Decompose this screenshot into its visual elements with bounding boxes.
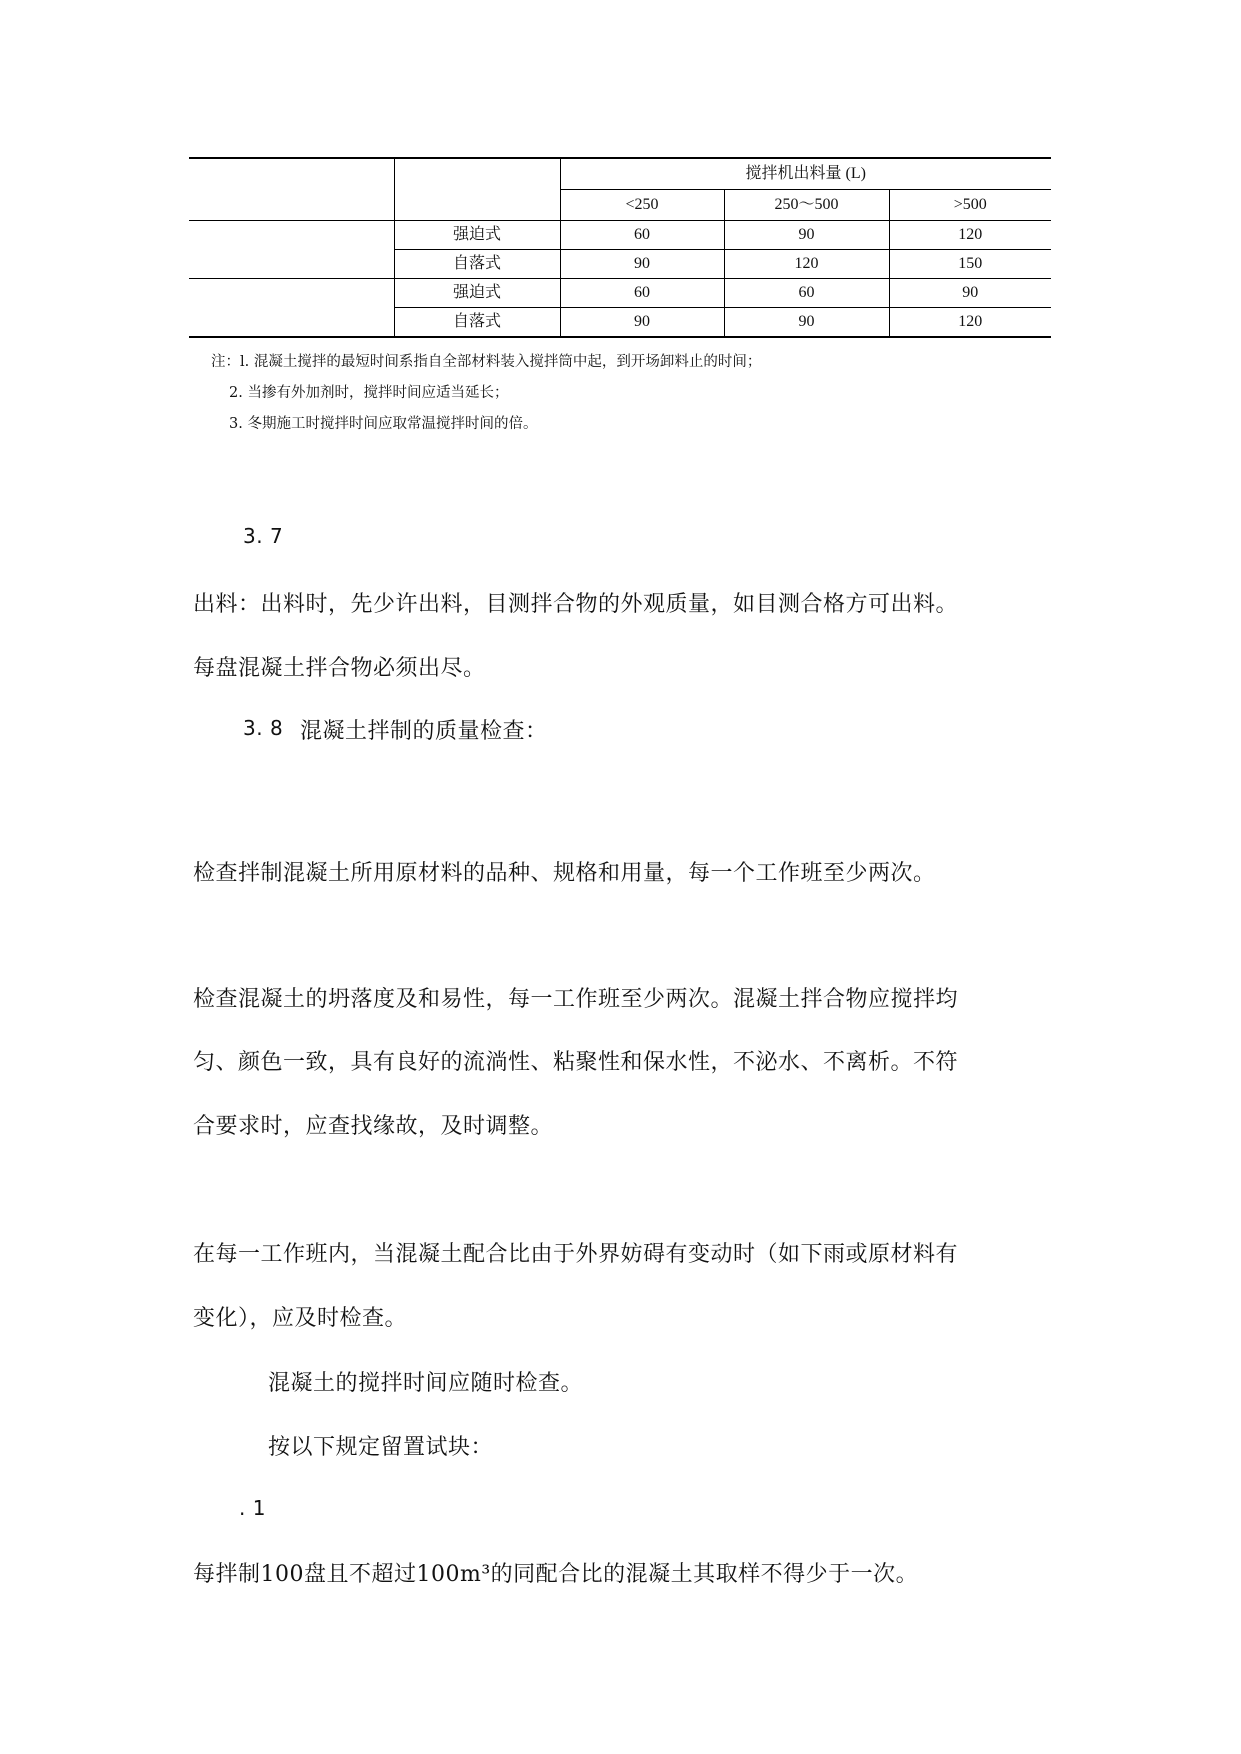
table-cell-type: 自落式 [394, 308, 560, 338]
paragraph-line: 检查混凝土的坍落度及和易性，每一工作班至少两次。混凝土拌合物应搅拌均 [193, 987, 959, 1012]
table-cell-type: 强迫式 [394, 279, 560, 308]
paragraph-line: 每盘混凝土拌合物必须出尽。 [193, 656, 486, 681]
table-header-row [189, 158, 1051, 190]
table-cell: 90 [724, 308, 889, 338]
paragraph-line: 合要求时，应查找缘故，及时调整。 [193, 1114, 554, 1139]
table-cell: 90 [724, 221, 889, 250]
table-note: 2. 当掺有外加剂时，搅拌时间应适当延长； [229, 385, 509, 401]
table-column-header: <250 [560, 190, 724, 221]
table-cell: 120 [889, 308, 1051, 338]
table-cell: 90 [889, 279, 1051, 308]
paragraph-line: 每拌制100盘且不超过100m³的同配合比的混凝土其取样不得少于一次。 [193, 1562, 919, 1587]
table-row [189, 279, 1051, 308]
paragraph-line: 匀、颜色一致，具有良好的流淌性、粘聚性和保水性，不泌水、不离析。不符 [193, 1050, 959, 1075]
table-cell-type: 强迫式 [394, 221, 560, 250]
table-group-cell [189, 221, 394, 279]
paragraph-line: 变化），应及时检查。 [193, 1306, 408, 1331]
item-number: . 1 [239, 1496, 266, 1520]
table-cell: 150 [889, 250, 1051, 279]
paragraph-line: 混凝土的搅拌时间应随时检查。 [268, 1371, 584, 1396]
table-header-empty-cell [189, 158, 394, 221]
table-cell: 90 [560, 250, 724, 279]
paragraph-line: 按以下规定留置试块： [268, 1435, 494, 1460]
table-cell: 90 [560, 308, 724, 338]
table-group-cell [189, 279, 394, 338]
table-header-group: 搅拌机出料量 (L) [560, 158, 1051, 190]
table-cell: 120 [889, 221, 1051, 250]
table-cell: 60 [560, 279, 724, 308]
table-cell: 120 [724, 250, 889, 279]
table-cell-type: 自落式 [394, 250, 560, 279]
table-note: 注：l. 混凝土搅拌的最短时间系指自全部材料装入搅拌筒中起，到开场卸料止的时间； [211, 354, 762, 370]
section-title: 混凝土拌制的质量检查： [300, 719, 548, 744]
table-cell: 60 [560, 221, 724, 250]
table-note: 3. 冬期施工时搅拌时间应取常温搅拌时间的倍。 [229, 416, 538, 432]
table-column-header: 250～500 [724, 190, 889, 221]
section-number-3-8: 3. 8 [243, 716, 284, 740]
table-notes [211, 347, 761, 440]
section-number-3-7: 3. 7 [243, 524, 284, 548]
mixing-time-table [189, 157, 1051, 338]
table-row [189, 221, 1051, 250]
table-column-header: >500 [889, 190, 1051, 221]
paragraph-line: 检查拌制混凝土所用原材料的品种、规格和用量，每一个工作班至少两次。 [193, 861, 936, 886]
table-cell: 60 [724, 279, 889, 308]
paragraph-line: 在每一工作班内，当混凝土配合比由于外界妨碍有变动时（如下雨或原材料有 [193, 1242, 959, 1267]
table-header-empty-cell [394, 158, 560, 221]
paragraph-line: 出料：出料时，先少许出料，目测拌合物的外观质量，如目测合格方可出料。 [193, 592, 959, 617]
